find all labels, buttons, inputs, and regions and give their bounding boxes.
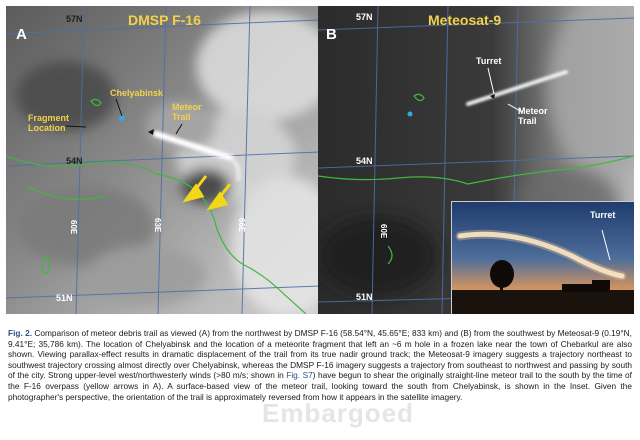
panel-a-lat-54n: 54N xyxy=(66,156,83,166)
label-meteor-trail-a: Meteor Trail xyxy=(172,102,202,122)
panel-a-title: DMSP F-16 xyxy=(128,12,201,28)
panel-a-lon-66e: 66E xyxy=(237,218,246,233)
chelyabinsk-marker-b xyxy=(408,112,413,117)
caption-label: Fig. 2. xyxy=(8,328,33,338)
panel-a-letter: A xyxy=(16,26,27,43)
panel-b-lat-51n: 51N xyxy=(356,292,373,302)
panel-a-imagery xyxy=(6,6,320,314)
label-meteor-trail-b: Meteor Trail xyxy=(518,106,548,126)
panel-a-lat-57n: 57N xyxy=(66,14,83,24)
embargo-watermark: Embargoed xyxy=(262,398,415,428)
label-fragment-location: Fragment Location xyxy=(28,113,70,133)
panel-a-lat-51n: 51N xyxy=(56,293,73,303)
figure-2 xyxy=(6,6,634,314)
panel-b-title: Meteosat-9 xyxy=(428,12,502,28)
figure-caption xyxy=(8,328,632,402)
label-chelyabinsk: Chelyabinsk xyxy=(110,88,164,98)
panel-b-lat-54n: 54N xyxy=(356,156,373,166)
panel-b-lon-60e: 60E xyxy=(379,224,388,239)
caption-link-fig-s7[interactable]: Fig. S7 xyxy=(286,370,313,381)
panel-a-lon-60e: 60E xyxy=(69,220,78,235)
panel-b-meteosat-image xyxy=(318,6,634,314)
panel-a-dmsp-image xyxy=(6,6,320,314)
label-turret-inset: Turret xyxy=(590,210,616,220)
caption-text-part2: ) have begun to shear the originally straight-line meteor trail to the south by the time of the F-16 overpass (yellow arrows in A). A surface-based view of the meteor trail, looking toward the south from Chelyabinsk, is shown in the Inset. Given the photographer's perspective, the orientation of the trail is approximately reversed from how it appears in the satellite imagery. xyxy=(8,370,632,402)
caption-text-part1: Comparison of meteor debris trail as viewed (A) from the northwest by DMSP F-16 (58.54°N, 45.65°E; 833 km) and (B) from the southwest by Meteosat-9 (0.19°N, 9.41°E; 35,786 km). The location of Chelyabinsk and the location of a meteorite fragment that left an ~6 m hole in a frozen lake near the town of Chebarkul are also shown. Viewing parallax-effect results in dramatic displacement of the trail from its true nadir ground track; the Meteosat-9 imagery suggests a trajectory northeast to southwest trajectory crossing almost directly over Chelyabinsk, whereas the DMSP F-16 imagery suggests a trajectory from southeast to northwest and passing by south of the city. Strong upper-level west/northwesterly winds (>80 m/s; shown in xyxy=(8,328,632,381)
label-turret-b: Turret xyxy=(476,56,502,66)
panel-b-lat-57n: 57N xyxy=(356,12,373,22)
panel-a-lon-63e: 63E xyxy=(153,218,162,233)
panel-b-letter: B xyxy=(326,26,337,43)
inset-photo xyxy=(451,201,634,314)
